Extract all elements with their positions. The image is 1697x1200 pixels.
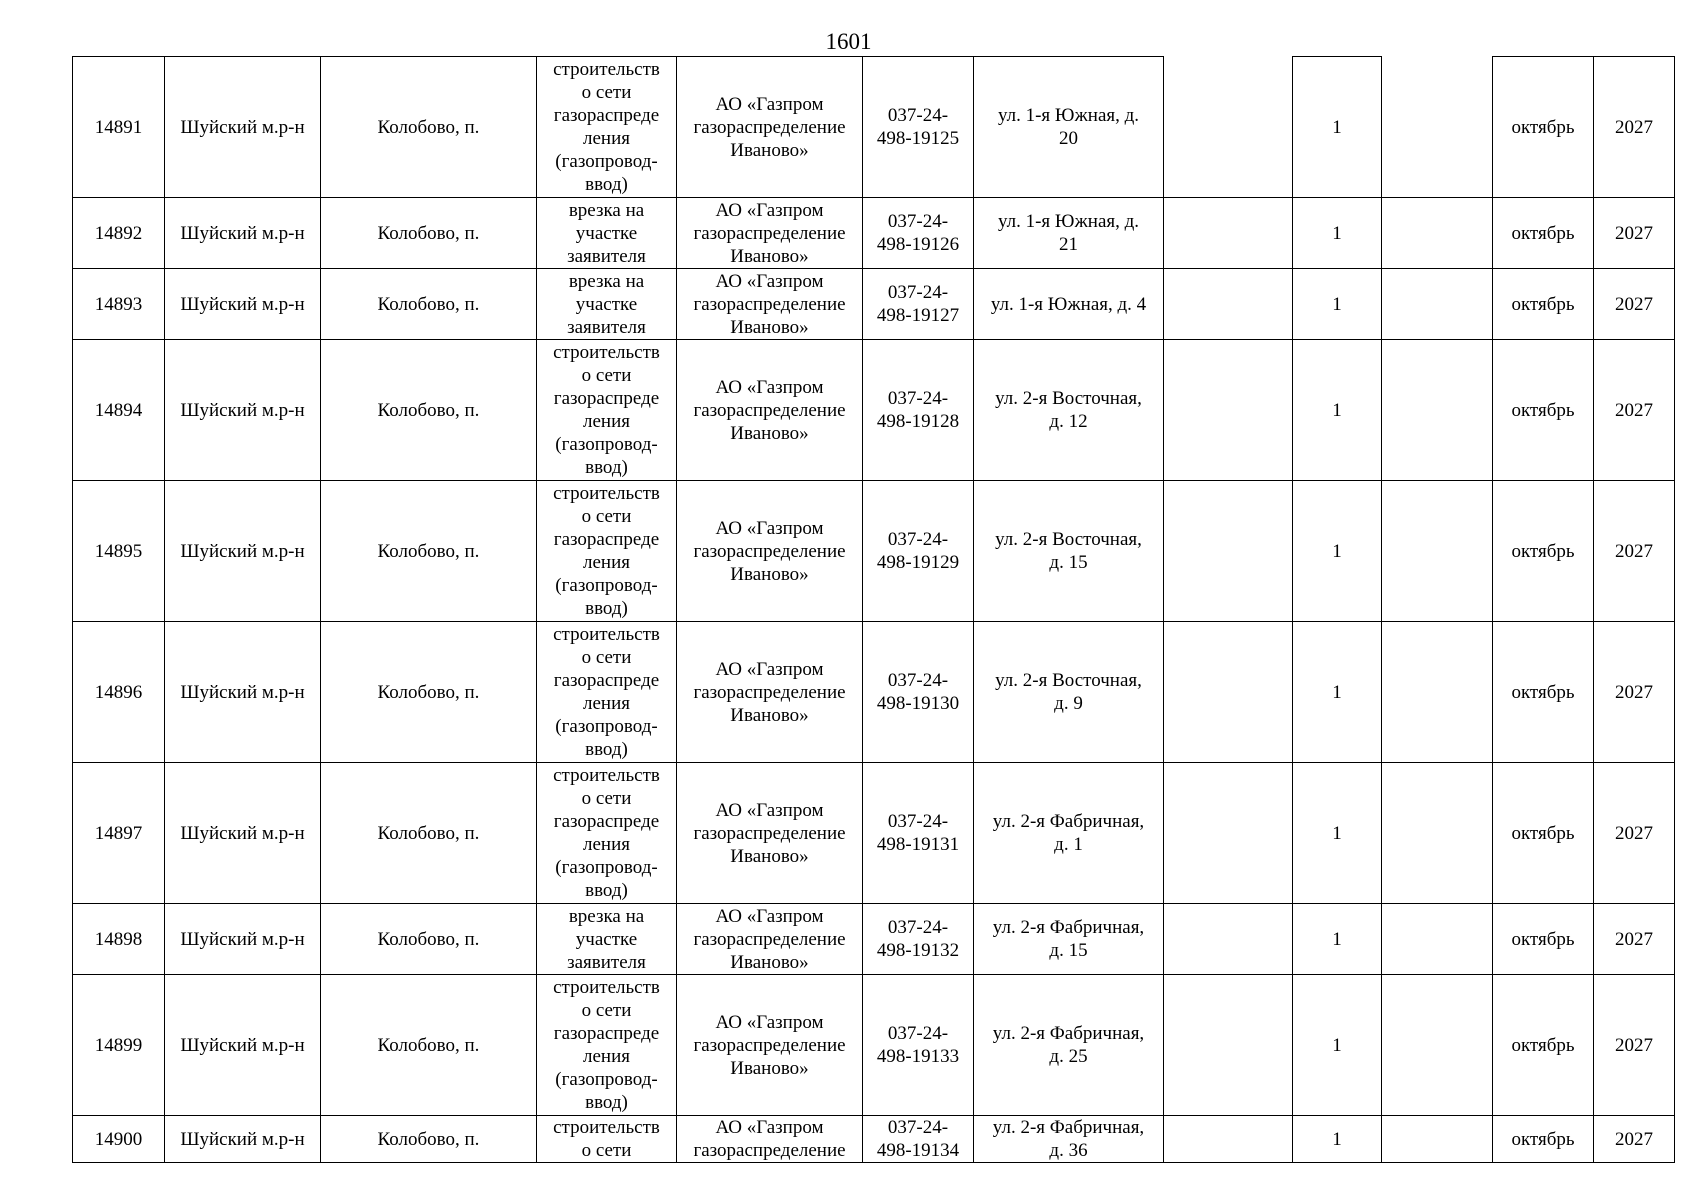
- cell-empty: [1382, 975, 1493, 1116]
- cell-address-line: д. 9: [1054, 693, 1083, 714]
- cell-code-line: 498-19133: [876, 1046, 960, 1067]
- cell-organization-line: АО «Газпром: [715, 799, 824, 821]
- cell-work-type-line: (газопровод-: [555, 1069, 658, 1090]
- cell-work-type: [537, 904, 677, 975]
- cell-organization-line: АО «Газпром: [715, 270, 824, 292]
- table-row: [73, 622, 1675, 763]
- cell-work-type-line: (газопровод-: [555, 151, 658, 172]
- cell-empty: [1382, 340, 1493, 481]
- cell-settlement: Колобово, п.: [321, 904, 537, 975]
- cell-empty: [1382, 269, 1493, 340]
- cell-settlement: Колобово, п.: [321, 1116, 537, 1163]
- cell-empty: [1382, 904, 1493, 975]
- table-body: [73, 57, 1675, 1163]
- cell-work-type: [537, 1116, 677, 1163]
- cell-work-type-line: ления: [583, 411, 630, 432]
- cell-empty: [1164, 1116, 1293, 1163]
- cell-month: октябрь: [1493, 1116, 1594, 1163]
- cell-address: [974, 481, 1164, 622]
- cell-id: 14891: [73, 57, 165, 198]
- cell-empty: [1382, 57, 1493, 198]
- cell-address-line: 21: [1059, 234, 1078, 255]
- cell-organization: [677, 57, 863, 198]
- cell-settlement: Колобово, п.: [321, 340, 537, 481]
- cell-address: [974, 269, 1164, 340]
- cell-organization-line: Иваново»: [730, 245, 809, 267]
- cell-organization: [677, 269, 863, 340]
- cell-code: [863, 904, 974, 975]
- cell-organization-line: Иваново»: [730, 139, 809, 161]
- cell-work-type-line: строительств: [553, 59, 660, 80]
- cell-year: 2027: [1594, 481, 1675, 622]
- cell-work-type-line: врезка на: [568, 905, 645, 927]
- cell-work-type-line: ления: [583, 552, 630, 573]
- table-row: [73, 198, 1675, 269]
- cell-empty: [1164, 481, 1293, 622]
- cell-work-type: [537, 57, 677, 198]
- cell-month: октябрь: [1493, 198, 1594, 269]
- cell-work-type-line: врезка на: [568, 199, 645, 221]
- cell-code-line: 037-24-: [887, 670, 949, 691]
- cell-organization: [677, 340, 863, 481]
- cell-address: [974, 198, 1164, 269]
- cell-work-type-line: заявителя: [567, 245, 646, 267]
- cell-year: 2027: [1594, 57, 1675, 198]
- cell-month: октябрь: [1493, 340, 1594, 481]
- cell-id: 14894: [73, 340, 165, 481]
- cell-settlement: Колобово, п.: [321, 269, 537, 340]
- cell-empty: [1164, 975, 1293, 1116]
- cell-work-type-line: газораспреде: [553, 811, 660, 832]
- cell-year: 2027: [1594, 975, 1675, 1116]
- cell-year: 2027: [1594, 622, 1675, 763]
- cell-address-line: д. 36: [1049, 1140, 1088, 1161]
- cell-work-type: [537, 622, 677, 763]
- cell-settlement: Колобово, п.: [321, 481, 537, 622]
- cell-work-type-line: (газопровод-: [555, 575, 658, 596]
- cell-district: Шуйский м.р-н: [165, 1116, 321, 1163]
- cell-id: 14897: [73, 763, 165, 904]
- cell-work-type-line: (газопровод-: [555, 434, 658, 455]
- cell-month: октябрь: [1493, 481, 1594, 622]
- cell-address-line: 20: [1059, 128, 1078, 149]
- cell-work-type: [537, 198, 677, 269]
- cell-settlement: Колобово, п.: [321, 622, 537, 763]
- cell-address-line: д. 15: [1049, 940, 1088, 961]
- cell-address-line: ул. 2-я Фабричная,: [992, 1023, 1145, 1044]
- cell-work-type-line: ввод): [585, 457, 628, 478]
- page-number: 1601: [825, 29, 872, 54]
- cell-work-type-line: о сети: [581, 82, 632, 103]
- cell-address-line: ул. 1-я Южная, д.: [997, 105, 1140, 126]
- cell-work-type-line: газораспреде: [553, 388, 660, 409]
- cell-organization-line: Иваново»: [730, 1057, 809, 1079]
- cell-district: Шуйский м.р-н: [165, 269, 321, 340]
- cell-code: [863, 481, 974, 622]
- cell-settlement: Колобово, п.: [321, 763, 537, 904]
- cell-work-type-line: о сети: [581, 506, 632, 527]
- cell-code-line: 037-24-: [887, 388, 949, 409]
- cell-code-line: 037-24-: [887, 1117, 949, 1138]
- cell-organization-line: Иваново»: [730, 951, 809, 973]
- table-row: [73, 763, 1675, 904]
- cell-empty: [1164, 269, 1293, 340]
- cell-code: [863, 975, 974, 1116]
- cell-district: Шуйский м.р-н: [165, 975, 321, 1116]
- cell-district: Шуйский м.р-н: [165, 481, 321, 622]
- cell-organization-line: Иваново»: [730, 704, 809, 726]
- cell-id: 14898: [73, 904, 165, 975]
- cell-organization-line: газораспределение: [693, 681, 846, 703]
- cell-organization: [677, 763, 863, 904]
- cell-work-type-line: (газопровод-: [555, 716, 658, 737]
- table-row: [73, 481, 1675, 622]
- cell-month: октябрь: [1493, 975, 1594, 1116]
- cell-year: 2027: [1594, 198, 1675, 269]
- cell-code-line: 498-19134: [876, 1140, 960, 1161]
- cell-organization-line: Иваново»: [730, 422, 809, 444]
- cell-organization-line: АО «Газпром: [715, 376, 824, 398]
- cell-work-type-line: ления: [583, 128, 630, 149]
- cell-address-line: д. 25: [1049, 1046, 1088, 1067]
- cell-district: Шуйский м.р-н: [165, 57, 321, 198]
- cell-address: [974, 340, 1164, 481]
- cell-organization-line: газораспределение: [693, 540, 846, 562]
- cell-work-type-line: строительств: [553, 342, 660, 363]
- cell-organization: [677, 622, 863, 763]
- cell-address: [974, 622, 1164, 763]
- cell-year: 2027: [1594, 763, 1675, 904]
- cell-work-type-line: участке: [575, 928, 638, 950]
- cell-code-line: 498-19127: [876, 305, 960, 326]
- cell-code-line: 498-19125: [876, 128, 960, 149]
- cell-district: Шуйский м.р-н: [165, 763, 321, 904]
- cell-month: октябрь: [1493, 763, 1594, 904]
- cell-id: 14895: [73, 481, 165, 622]
- cell-address-line: ул. 1-я Южная, д. 4: [990, 293, 1147, 315]
- cell-count: 1: [1293, 57, 1382, 198]
- cell-code-line: 037-24-: [887, 211, 949, 232]
- cell-count: 1: [1293, 340, 1382, 481]
- cell-code: [863, 198, 974, 269]
- cell-address-line: ул. 2-я Восточная,: [995, 529, 1142, 550]
- cell-count: 1: [1293, 481, 1382, 622]
- cell-work-type: [537, 269, 677, 340]
- cell-address-line: ул. 2-я Фабричная,: [992, 1117, 1145, 1138]
- cell-work-type-line: о сети: [581, 647, 632, 668]
- cell-address: [974, 57, 1164, 198]
- cell-code-line: 498-19132: [876, 940, 960, 961]
- cell-count: 1: [1293, 975, 1382, 1116]
- cell-count: 1: [1293, 1116, 1382, 1163]
- cell-empty: [1164, 340, 1293, 481]
- cell-organization-line: АО «Газпром: [715, 1117, 824, 1138]
- cell-year: 2027: [1594, 904, 1675, 975]
- cell-work-type-line: врезка на: [568, 270, 645, 292]
- cell-work-type-line: ввод): [585, 174, 628, 195]
- table-row: [73, 340, 1675, 481]
- cell-organization: [677, 198, 863, 269]
- cell-work-type-line: ления: [583, 834, 630, 855]
- cell-organization-line: Иваново»: [730, 316, 809, 338]
- cell-organization-line: газораспределение: [693, 399, 846, 421]
- cell-work-type-line: ления: [583, 693, 630, 714]
- cell-empty: [1382, 763, 1493, 904]
- cell-empty: [1382, 622, 1493, 763]
- cell-organization-line: АО «Газпром: [715, 93, 824, 115]
- cell-empty: [1164, 763, 1293, 904]
- cell-organization-line: АО «Газпром: [715, 517, 824, 539]
- cell-code: [863, 1116, 974, 1163]
- cell-organization: [677, 904, 863, 975]
- cell-work-type-line: газораспреде: [553, 670, 660, 691]
- cell-code-line: 037-24-: [887, 811, 949, 832]
- cell-organization-line: Иваново»: [730, 563, 809, 585]
- cell-empty: [1164, 198, 1293, 269]
- cell-district: Шуйский м.р-н: [165, 198, 321, 269]
- cell-work-type-line: (газопровод-: [555, 857, 658, 878]
- cell-code-line: 037-24-: [887, 105, 949, 126]
- registry-table: [72, 56, 1675, 1163]
- cell-work-type-line: газораспреде: [553, 105, 660, 126]
- cell-work-type-line: о сети: [581, 1140, 632, 1161]
- cell-work-type-line: газораспреде: [553, 529, 660, 550]
- cell-work-type-line: ления: [583, 1046, 630, 1067]
- cell-work-type-line: заявителя: [567, 951, 646, 973]
- cell-count: 1: [1293, 269, 1382, 340]
- cell-district: Шуйский м.р-н: [165, 904, 321, 975]
- table-row: [73, 904, 1675, 975]
- cell-organization-line: газораспределение: [693, 928, 846, 950]
- cell-work-type-line: о сети: [581, 1000, 632, 1021]
- cell-id: 14896: [73, 622, 165, 763]
- cell-organization: [677, 1116, 863, 1163]
- cell-id: 14892: [73, 198, 165, 269]
- cell-id: 14899: [73, 975, 165, 1116]
- cell-code-line: 498-19126: [876, 234, 960, 255]
- cell-month: октябрь: [1493, 57, 1594, 198]
- cell-settlement: Колобово, п.: [321, 975, 537, 1116]
- cell-address-line: ул. 2-я Восточная,: [995, 670, 1142, 691]
- cell-work-type-line: строительств: [553, 1117, 660, 1138]
- cell-organization-line: газораспределение: [693, 822, 846, 844]
- cell-month: октябрь: [1493, 904, 1594, 975]
- cell-address-line: ул. 1-я Южная, д.: [997, 211, 1140, 232]
- cell-code-line: 037-24-: [887, 529, 949, 550]
- cell-work-type-line: строительств: [553, 483, 660, 504]
- cell-address: [974, 975, 1164, 1116]
- cell-work-type: [537, 975, 677, 1116]
- cell-code-line: 498-19131: [876, 834, 960, 855]
- cell-count: 1: [1293, 904, 1382, 975]
- cell-organization: [677, 481, 863, 622]
- cell-month: октябрь: [1493, 622, 1594, 763]
- cell-address-line: ул. 2-я Фабричная,: [992, 917, 1145, 938]
- cell-code: [863, 340, 974, 481]
- cell-work-type-line: заявителя: [567, 316, 646, 338]
- table-row: [73, 57, 1675, 198]
- table-row: [73, 1116, 1675, 1163]
- cell-address-line: ул. 2-я Восточная,: [995, 388, 1142, 409]
- cell-work-type-line: о сети: [581, 365, 632, 386]
- cell-empty: [1382, 198, 1493, 269]
- cell-code: [863, 622, 974, 763]
- cell-organization-line: газораспределение: [693, 1140, 846, 1161]
- cell-count: 1: [1293, 622, 1382, 763]
- cell-settlement: Колобово, п.: [321, 198, 537, 269]
- cell-organization-line: АО «Газпром: [715, 658, 824, 680]
- cell-organization-line: газораспределение: [693, 116, 846, 138]
- cell-code: [863, 57, 974, 198]
- cell-code-line: 498-19129: [876, 552, 960, 573]
- cell-empty: [1382, 1116, 1493, 1163]
- cell-organization-line: АО «Газпром: [715, 199, 824, 221]
- cell-work-type: [537, 481, 677, 622]
- cell-district: Шуйский м.р-н: [165, 622, 321, 763]
- cell-organization-line: Иваново»: [730, 845, 809, 867]
- cell-code-line: 037-24-: [887, 282, 949, 303]
- cell-organization-line: газораспределение: [693, 1034, 846, 1056]
- cell-empty: [1164, 622, 1293, 763]
- cell-empty: [1382, 481, 1493, 622]
- cell-work-type-line: ввод): [585, 1092, 628, 1113]
- cell-id: 14893: [73, 269, 165, 340]
- cell-code: [863, 763, 974, 904]
- cell-empty: [1164, 904, 1293, 975]
- cell-address-line: д. 12: [1049, 411, 1088, 432]
- table-row: [73, 975, 1675, 1116]
- cell-address-line: д. 15: [1049, 552, 1088, 573]
- cell-year: 2027: [1594, 340, 1675, 481]
- cell-year: 2027: [1594, 1116, 1675, 1163]
- cell-count: 1: [1293, 198, 1382, 269]
- cell-empty: [1164, 57, 1293, 198]
- cell-work-type-line: строительств: [553, 765, 660, 786]
- cell-work-type-line: участке: [575, 293, 638, 315]
- cell-organization-line: АО «Газпром: [715, 1011, 824, 1033]
- cell-work-type-line: строительств: [553, 624, 660, 645]
- cell-organization: [677, 975, 863, 1116]
- cell-work-type: [537, 763, 677, 904]
- cell-work-type-line: строительств: [553, 977, 660, 998]
- cell-id: 14900: [73, 1116, 165, 1163]
- table-row: [73, 269, 1675, 340]
- cell-address-line: д. 1: [1054, 834, 1083, 855]
- cell-work-type: [537, 340, 677, 481]
- cell-district: Шуйский м.р-н: [165, 340, 321, 481]
- cell-work-type-line: газораспреде: [553, 1023, 660, 1044]
- cell-work-type-line: ввод): [585, 739, 628, 760]
- cell-settlement: Колобово, п.: [321, 57, 537, 198]
- cell-organization-line: газораспределение: [693, 293, 846, 315]
- cell-code: [863, 269, 974, 340]
- cell-organization-line: АО «Газпром: [715, 905, 824, 927]
- cell-address: [974, 904, 1164, 975]
- cell-work-type-line: о сети: [581, 788, 632, 809]
- cell-work-type-line: ввод): [585, 598, 628, 619]
- cell-count: 1: [1293, 763, 1382, 904]
- cell-work-type-line: участке: [575, 222, 638, 244]
- cell-year: 2027: [1594, 269, 1675, 340]
- cell-work-type-line: ввод): [585, 880, 628, 901]
- cell-code-line: 037-24-: [887, 917, 949, 938]
- cell-address: [974, 1116, 1164, 1163]
- cell-month: октябрь: [1493, 269, 1594, 340]
- cell-organization-line: газораспределение: [693, 222, 846, 244]
- cell-code-line: 037-24-: [887, 1023, 949, 1044]
- cell-address: [974, 763, 1164, 904]
- cell-code-line: 498-19128: [876, 411, 960, 432]
- cell-address-line: ул. 2-я Фабричная,: [992, 811, 1145, 832]
- cell-code-line: 498-19130: [876, 693, 960, 714]
